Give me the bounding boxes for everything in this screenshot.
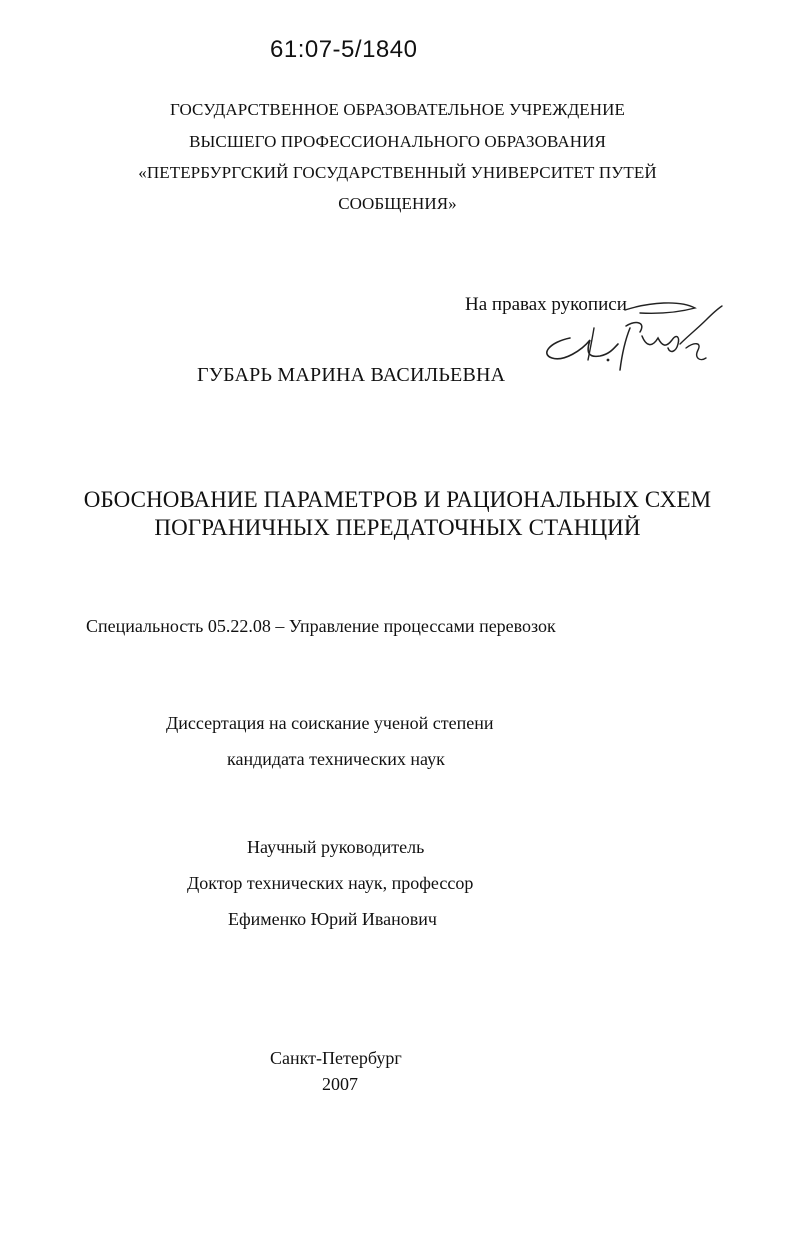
supervisor-degree: Доктор технических наук, профессор — [187, 873, 474, 893]
institution-line-1: ГОСУДАРСТВЕННОЕ ОБРАЗОВАТЕЛЬНОЕ УЧРЕЖДЕНИЕ — [169, 100, 626, 119]
degree-line-1: Диссертация на соискание ученой степени — [166, 713, 494, 733]
manuscript-note: На правах рукописи — [465, 294, 627, 315]
institution-line-2: ВЫСШЕГО ПРОФЕССИОНАЛЬНОГО ОБРАЗОВАНИЯ — [189, 132, 606, 151]
degree-line-2: кандидата технических наук — [227, 749, 445, 769]
title-line-1: ОБОСНОВАНИЕ ПАРАМЕТРОВ И РАЦИОНАЛЬНЫХ СХЕМ — [83, 487, 712, 512]
handwritten-signature — [530, 298, 730, 378]
institution-line-4: СООБЩЕНИЯ» — [338, 194, 457, 213]
year: 2007 — [322, 1074, 358, 1094]
institution-line-3: «ПЕТЕРБУРГСКИЙ ГОСУДАРСТВЕННЫЙ УНИВЕРСИТЕТ ПУТЕЙ — [138, 163, 657, 182]
catalog-number: 61:07-5/1840 — [270, 36, 418, 63]
author-name: ГУБАРЬ МАРИНА ВАСИЛЬЕВНА — [197, 364, 506, 386]
city: Санкт-Петербург — [270, 1048, 402, 1068]
title-line-2: ПОГРАНИЧНЫХ ПЕРЕДАТОЧНЫХ СТАНЦИЙ — [154, 515, 641, 540]
supervisor-role: Научный руководитель — [247, 837, 425, 857]
supervisor-name: Ефименко Юрий Иванович — [228, 909, 437, 929]
specialty: Специальность 05.22.08 – Управление процессами перевозок — [86, 616, 556, 636]
